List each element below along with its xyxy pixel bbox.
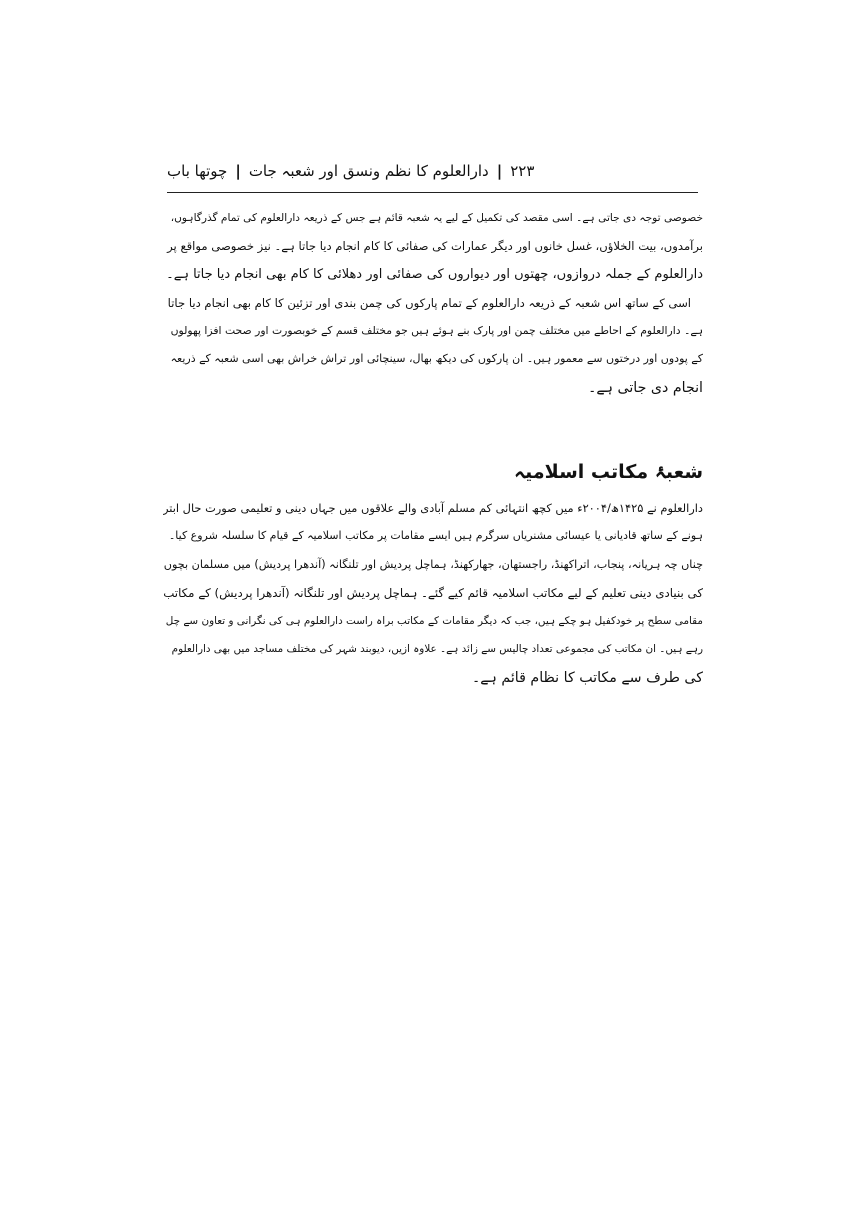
text-line: مقامی سطح پر خودکفیل ہو چکے ہیں، جب کہ دیگر مقامات کے مکاتب براہ راست دارالعلوم ہی کی نگرانی و تعاون سے چل (165, 615, 703, 628)
text-line: انجام دی جاتی ہے۔ (588, 379, 703, 396)
text-line: کے پودوں اور درختوں سے معمور ہیں۔ ان پارکوں کی دیکھ بھال، سینچائی اور تراش خراش بھی اسی شعبہ کے ذریعہ (170, 352, 703, 366)
paragraph-makatib (163, 494, 703, 692)
section-heading: شعبۂ مکاتب اسلامیہ (514, 461, 703, 483)
text-line: دارالعلوم نے ۱۴۲۵ھ/۲۰۰۴ء میں کچھ انتہائی کم مسلم آبادی والے علاقوں میں جہاں دینی و تعلیمی صورت حال ابتر (163, 501, 703, 515)
text-line: چناں چہ ہریانہ، پنجاب، اتراکھنڈ، راجستھان، جھارکھنڈ، ہماچل پردیش اور تلنگانہ (آندھرا پردیش) میں مسلمان بچوں (163, 557, 703, 571)
text-line: خصوصی توجہ دی جاتی ہے۔ اسی مقصد کی تکمیل کے لیے یہ شعبہ قائم ہے جس کے ذریعہ دارالعلوم کی تمام گذرگاہوں، (170, 212, 703, 224)
text-line: دارالعلوم کے جملہ دروازوں، چھتوں اور دیواروں کی صفائی اور دھلائی کا کام بھی انجام دیا جاتا ہے۔ (166, 266, 703, 282)
header-title: دارالعلوم کا نظم ونسق اور شعبہ جات (248, 162, 489, 180)
text-line: ہے۔ دارالعلوم کے احاطے میں مختلف چمن اور پارک بنے ہوئے ہیں جو مختلف قسم کے خوبصورت اور صحت افزا پھولوں (170, 324, 703, 338)
paragraph-sanitation (163, 204, 703, 402)
header-separator: | (496, 162, 503, 180)
text-line: برآمدوں، بیت الخلاؤں، غسل خانوں اور دیگر عمارات کی صفائی کا کام انجام دیا جاتا ہے۔ نیز خصوصی مواقع پر (167, 239, 703, 254)
text-line: اسی کے ساتھ اس شعبہ کے ذریعہ دارالعلوم کے تمام پارکوں کی چمن بندی اور تزئین کا کام بھی انجام دیا جاتا (167, 295, 691, 310)
text-line: کی بنیادی دینی تعلیم کے لیے مکاتب اسلامیہ قائم کیے گئے۔ ہماچل پردیش اور تلنگانہ (آندھرا پردیش) کے مکاتب (163, 585, 703, 600)
header-rule (167, 192, 698, 193)
header-chapter: چوتھا باب (167, 162, 228, 180)
page-number: ۲۲۳ (510, 162, 535, 180)
text-line: رہے ہیں۔ ان مکاتب کی مجموعی تعداد چالیس سے زائد ہے۔ علاوہ ازیں، دیوبند شہر کی مختلف مساجد میں بھی دارالعلوم (171, 643, 703, 656)
text-line: ہونے کے ساتھ قادیانی یا عیسائی مشنریاں سرگرم ہیں ایسے مقامات پر مکاتب اسلامیہ کے قیام کا سلسلہ شروع کیا۔ (168, 529, 703, 543)
header-separator: | (235, 162, 241, 180)
text-line: کی طرف سے مکاتب کا نظام قائم ہے۔ (471, 669, 703, 686)
running-header (167, 153, 698, 189)
